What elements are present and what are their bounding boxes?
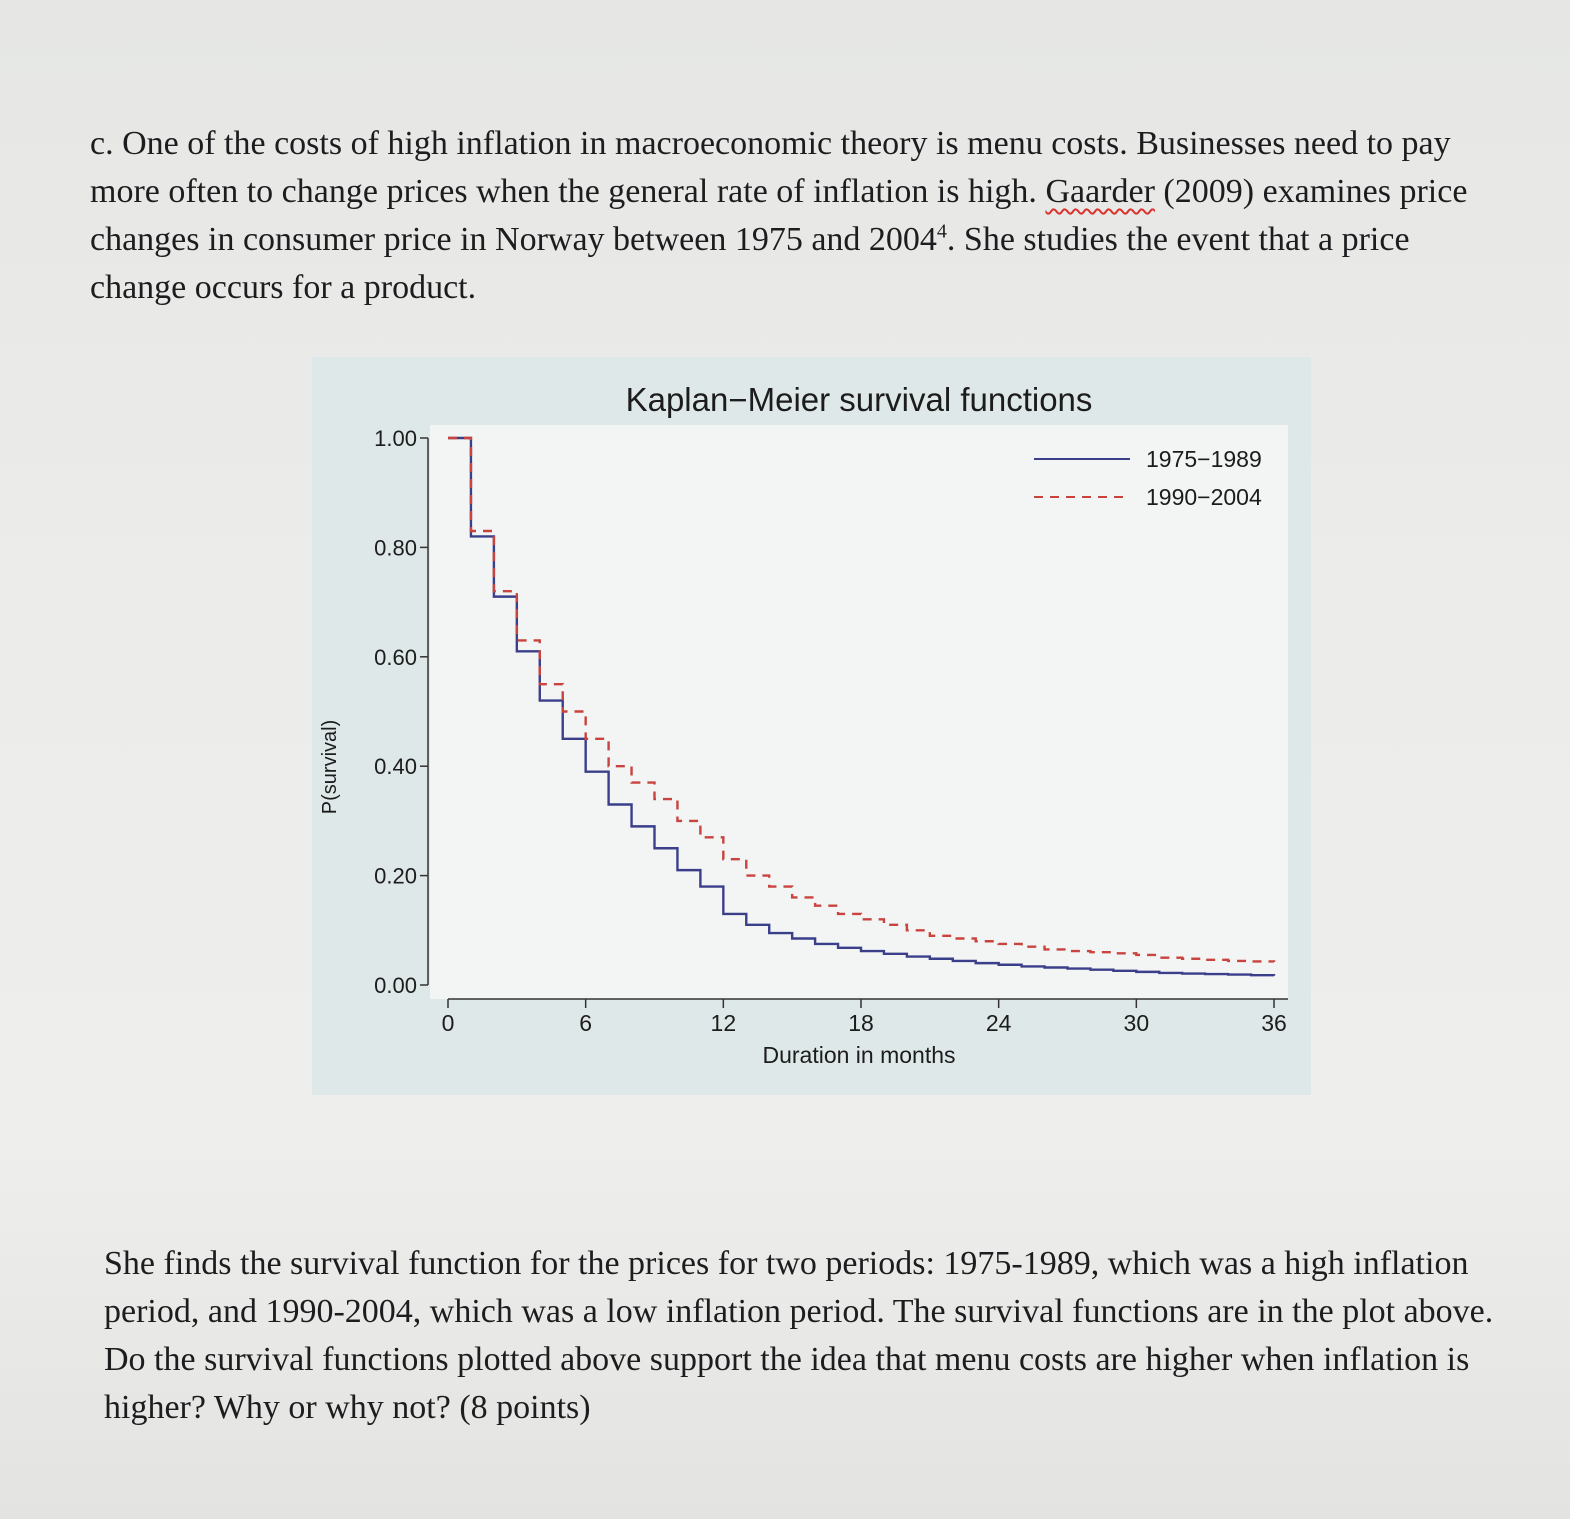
y-tick-label: 0.20 xyxy=(374,863,417,889)
x-tick-label: 12 xyxy=(710,1010,737,1036)
intro-text-3: . She studies the event that a price change occurs for a product. xyxy=(90,221,1410,306)
y-tick-label: 1.00 xyxy=(374,426,417,451)
intro-text-2: (2009) examines price changes in consumer price in Norway between 1975 and 2004 xyxy=(90,173,1468,258)
chart-panel xyxy=(312,357,1311,1095)
y-tick-label: 0.80 xyxy=(374,535,417,561)
x-tick-label: 0 xyxy=(441,1010,455,1036)
x-tick-label: 18 xyxy=(848,1010,874,1036)
x-tick-label: 30 xyxy=(1123,1010,1150,1036)
author-name: Gaarder xyxy=(1045,173,1155,210)
legend-label-1975: 1975−1989 xyxy=(1146,446,1262,472)
legend-label-1990: 1990−2004 xyxy=(1146,484,1262,510)
y-tick-label: 0.00 xyxy=(374,973,417,998)
x-tick-label: 24 xyxy=(985,1010,1012,1036)
intro-text-1: c. One of the costs of high inflation in macroeconomic theory is menu costs. Businesses need to pay more often to change prices when the general rate of inflation is high. xyxy=(90,125,1451,210)
kaplan-meier-chart xyxy=(312,357,1311,1095)
intro-paragraph xyxy=(90,120,1510,312)
chart-title: Kaplan−Meier survival functions xyxy=(625,381,1093,418)
x-tick-label: 36 xyxy=(1261,1010,1287,1036)
footnote-marker: 4 xyxy=(936,220,947,243)
x-tick-label: 6 xyxy=(579,1010,593,1036)
x-axis-label: Duration in months xyxy=(762,1042,956,1068)
y-tick-label: 0.40 xyxy=(374,754,417,780)
y-tick-label: 0.60 xyxy=(374,644,417,670)
y-axis-label: P(survival) xyxy=(319,719,341,815)
question-paragraph: She finds the survival function for the prices for two periods: 1975-1989, which was a high inflation period, and 1990-2004, which was a low inflation period. The survival functions are in the plot above. Do the survival functions plotted above support the idea that menu costs are higher when inflation is higher? Why or why not? (8 points) xyxy=(104,1245,1494,1426)
